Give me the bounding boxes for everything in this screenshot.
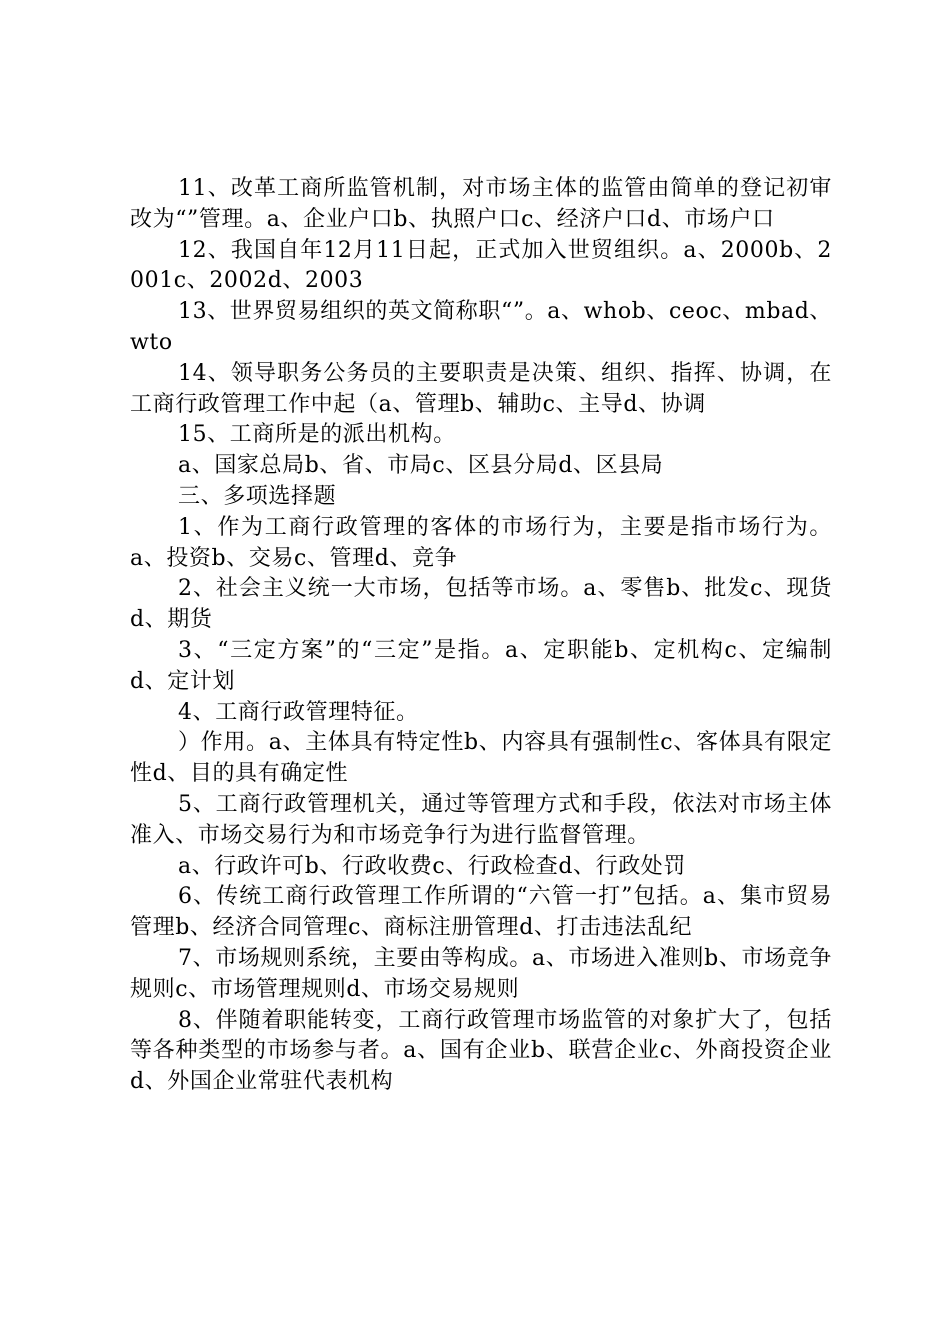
paragraph-q15: 15、工商所是的派出机构。 [178,422,456,448]
paragraph-mq8: 8、伴随着职能转变，工商行政管理市场监管的对象扩大了，包括等各种类型的市场参与者。a、国有企业b、联营企业c、外商投资企业d、外国企业常驻代表机构 [130,1007,832,1095]
paragraph-mq4: 4、工商行政管理特征。 [178,699,419,725]
section-heading-multiple-choice: 三、多项选择题 [178,483,337,509]
paragraph-q12: 12、我国自年12月11日起，正式加入世贸组织。a、2000b、2001c、2002d、2003 [130,237,832,294]
paragraph-mq7: 7、市场规则系统，主要由等构成。a、市场进入准则b、市场竞争规则c、市场管理规则d、市场交易规则 [130,945,832,1002]
paragraph-mq5-options: a、行政许可b、行政收费c、行政检查d、行政处罚 [178,853,687,879]
document-body [130,174,832,1098]
paragraph-mq6: 6、传统工商行政管理工作所谓的“六管一打”包括。a、集市贸易管理b、经济合同管理c、商标注册管理d、打击违法乱纪 [130,884,832,941]
paragraph-mq5: 5、工商行政管理机关，通过等管理方式和手段，依法对市场主体准入、市场交易行为和市场竞争行为进行监督管理。 [130,791,832,848]
paragraph-mq3: 3、“三定方案”的“三定”是指。a、定职能b、定机构c、定编制d、定计划 [130,637,832,694]
paragraph-q15-options: a、国家总局b、省、市局c、区县分局d、区县局 [178,453,664,479]
paragraph-q14: 14、领导职务公务员的主要职责是决策、组织、指挥、协调，在工商行政管理工作中起（a、管理b、辅助c、主导d、协调 [130,360,832,417]
paragraph-q13: 13、世界贸易组织的英文简称职“”。a、whob、ceoc、mbad、wto [130,299,832,355]
paragraph-q11: 11、改革工商所监管机制，对市场主体的监管由简单的登记初审改为“”管理。a、企业户口b、执照户口c、经济户口d、市场户口 [130,176,832,232]
paragraph-mq1: 1、作为工商行政管理的客体的市场行为，主要是指市场行为。a、投资b、交易c、管理d、竞争 [130,514,832,571]
paragraph-mq2: 2、社会主义统一大市场，包括等市场。a、零售b、批发c、现货d、期货 [130,576,832,633]
paragraph-mq4-options: ）作用。a、主体具有特定性b、内容具有强制性c、客体具有限定性d、目的具有确定性 [130,730,832,787]
